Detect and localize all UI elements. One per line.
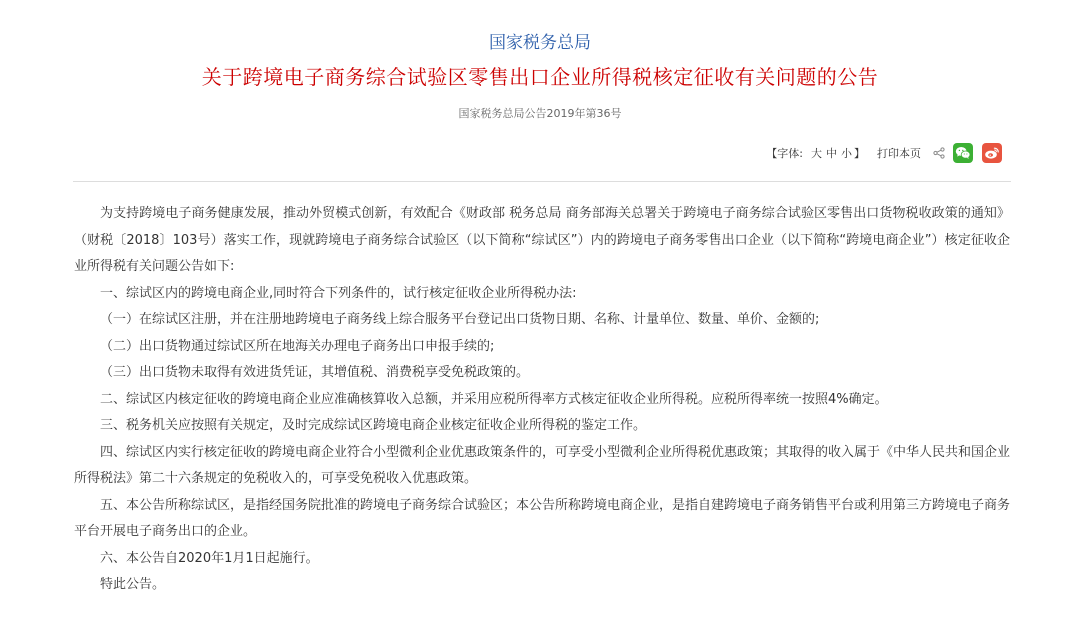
announcement-body [74, 201, 1010, 599]
body-paragraph: 六、本公告自2020年1月1日起施行。 [100, 550, 319, 566]
body-paragraph: 为支持跨境电子商务健康发展，推动外贸模式创新，有效配合《财政部 税务总局 商务部海关总署关于跨境电子商务综合试验区零售出口货物税收政策的通知》（财税〔2018〕103号）落实工作，现就跨境电子商务综合试验区（以下简称“综试区”）内的跨境电子商务零售出口企业（以下简称“跨境电商企业”）核定征收企业所得税有关问题公告如下: [74, 206, 1010, 274]
body-paragraph: （二）出口货物通过综试区所在地海关办理电子商务出口申报手续的; [100, 338, 495, 354]
body-paragraph: 三、税务机关应按照有关规定，及时完成综试区跨境电商企业核定征收企业所得税的鉴定工作。 [100, 418, 647, 433]
font-size-medium-button[interactable]: 中 [826, 147, 837, 160]
body-paragraph: 五、本公告所称综试区，是指经国务院批准的跨境电子商务综合试验区；本公告所称跨境电商企业，是指自建跨境电子商务销售平台或利用第三方跨境电子商务平台开展电子商务出口的企业。 [74, 497, 1011, 539]
font-size-label-close: 】 [854, 147, 865, 160]
font-size-small-button[interactable]: 小 [841, 147, 852, 160]
weibo-icon[interactable] [982, 143, 1002, 163]
issuing-organization: 国家税务总局 [489, 33, 591, 53]
share-icon[interactable] [931, 145, 947, 161]
document-number: 国家税务总局公告2019年第36号 [458, 107, 622, 120]
wechat-icon[interactable] [953, 143, 973, 163]
body-paragraph: 二、综试区内核定征收的跨境电商企业应准确核算收入总额，并采用应税所得率方式核定征收企业所得税。应税所得率统一按照4%确定。 [100, 391, 888, 407]
body-paragraph: （一）在综试区注册，并在注册地跨境电子商务线上综合服务平台登记出口货物日期、名称、计量单位、数量、单价、金额的; [100, 312, 820, 327]
body-paragraph: 特此公告。 [100, 577, 166, 592]
print-page-link[interactable]: 打印本页 [877, 147, 921, 160]
body-paragraph: 一、综试区内的跨境电商企业,同时符合下列条件的，试行核定征收企业所得税办法: [100, 285, 577, 301]
body-paragraph: （三）出口货物未取得有效进货凭证，其增值税、消费税享受免税政策的。 [100, 365, 530, 380]
font-size-large-button[interactable]: 大 [811, 147, 822, 160]
font-size-label-open: 【字体: [766, 147, 803, 160]
body-paragraph: 四、综试区内实行核定征收的跨境电商企业符合小型微利企业优惠政策条件的，可享受小型微利企业所得税优惠政策；其取得的收入属于《中华人民共和国企业所得税法》第二十六条规定的免税收入的，可享受免税收入优惠政策。 [74, 444, 1011, 486]
article-toolbar [766, 142, 1002, 164]
page-title: 关于跨境电子商务综合试验区零售出口企业所得税核定征收有关问题的公告 [201, 65, 879, 89]
header-divider [73, 181, 1011, 182]
